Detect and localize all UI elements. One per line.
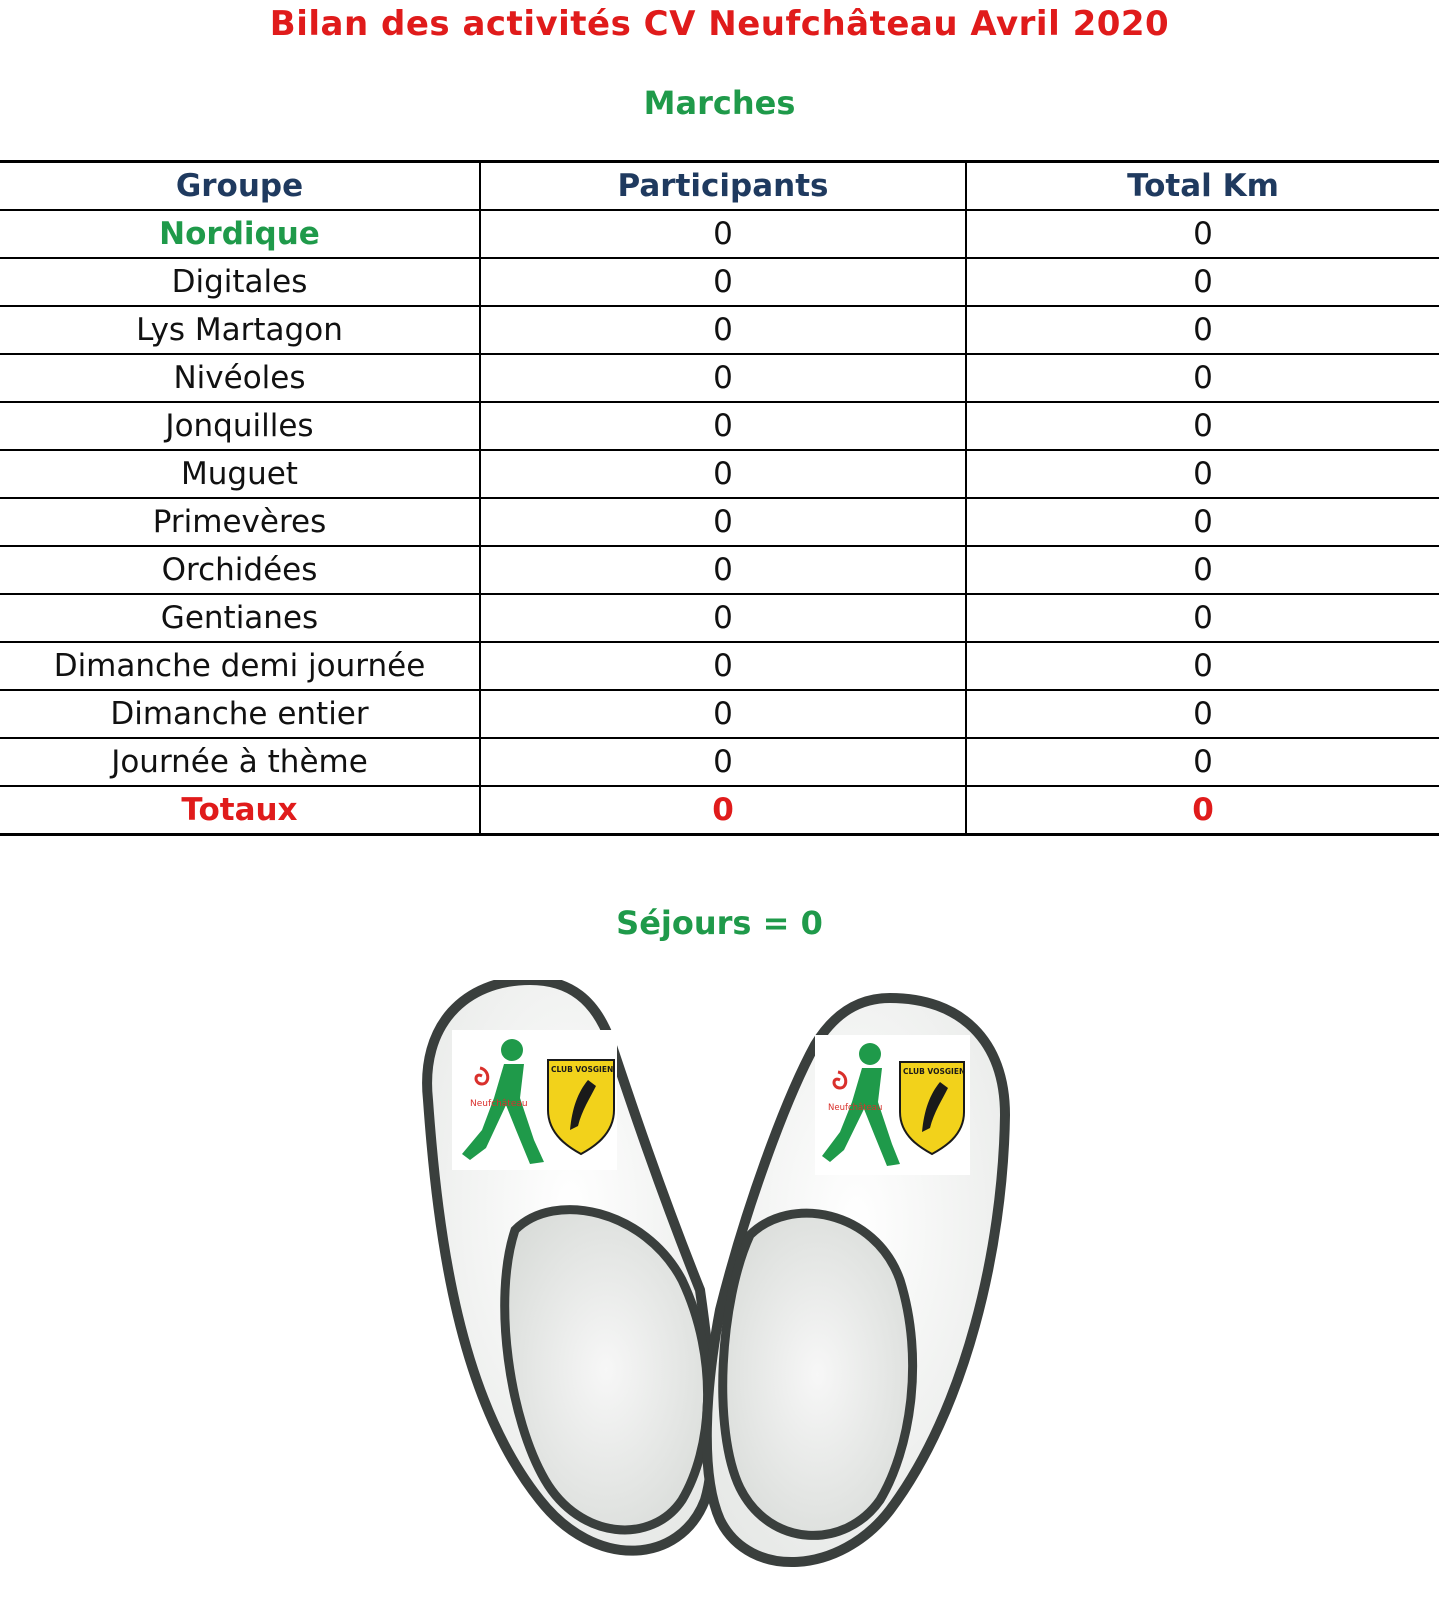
- table-header-row: [0, 162, 1439, 211]
- participants-value: 0: [480, 210, 966, 258]
- participants-value: 0: [480, 306, 966, 354]
- group-name: Dimanche entier: [0, 690, 480, 738]
- section-title-marches: Marches: [643, 84, 796, 122]
- table-row: [0, 210, 1439, 258]
- group-name: Jonquilles: [0, 402, 480, 450]
- km-value: 0: [966, 354, 1439, 402]
- group-name: Orchidées: [0, 546, 480, 594]
- group-name: Primevères: [0, 498, 480, 546]
- km-value: 0: [966, 306, 1439, 354]
- group-name: Journée à thème: [0, 738, 480, 786]
- group-name: Nivéoles: [0, 354, 480, 402]
- table-row: [0, 354, 1439, 402]
- header-participants: Participants: [480, 162, 966, 211]
- totals-km: 0: [966, 786, 1439, 835]
- group-name: Gentianes: [0, 594, 480, 642]
- participants-value: 0: [480, 258, 966, 306]
- table-row: [0, 258, 1439, 306]
- participants-value: 0: [480, 402, 966, 450]
- right-logo-patch: [815, 1035, 970, 1175]
- km-value: 0: [966, 258, 1439, 306]
- group-name: Nordique: [0, 210, 480, 258]
- group-name: Dimanche demi journée: [0, 642, 480, 690]
- table-row: [0, 402, 1439, 450]
- km-value: 0: [966, 546, 1439, 594]
- logo-club-label: CLUB VOSGIEN: [551, 1065, 614, 1074]
- logo-club-label: CLUB VOSGIEN: [903, 1067, 966, 1076]
- table-row: [0, 738, 1439, 786]
- slippers-illustration: [420, 980, 1040, 1580]
- header-groupe: Groupe: [0, 162, 480, 211]
- km-value: 0: [966, 738, 1439, 786]
- table-row: [0, 306, 1439, 354]
- stays-summary: Séjours = 0: [616, 904, 823, 942]
- walks-table: [0, 160, 1439, 836]
- participants-value: 0: [480, 594, 966, 642]
- logo-city-label: Neufchâteau: [470, 1099, 528, 1109]
- participants-value: 0: [480, 546, 966, 594]
- logo-city-label: Neufchâteau: [828, 1103, 883, 1113]
- header-total-km: Total Km: [966, 162, 1439, 211]
- km-value: 0: [966, 594, 1439, 642]
- table-row: [0, 450, 1439, 498]
- participants-value: 0: [480, 450, 966, 498]
- participants-value: 0: [480, 354, 966, 402]
- totals-participants: 0: [480, 786, 966, 835]
- totals-row: [0, 786, 1439, 835]
- group-name: Digitales: [0, 258, 480, 306]
- table-row: [0, 594, 1439, 642]
- km-value: 0: [966, 402, 1439, 450]
- participants-value: 0: [480, 738, 966, 786]
- table-row: [0, 546, 1439, 594]
- participants-value: 0: [480, 690, 966, 738]
- totals-label: Totaux: [0, 786, 480, 835]
- group-name: Muguet: [0, 450, 480, 498]
- participants-value: 0: [480, 642, 966, 690]
- left-logo-patch: [452, 1030, 617, 1170]
- table-row: [0, 498, 1439, 546]
- page-title: Bilan des activités CV Neufchâteau Avril 2020: [269, 4, 1170, 44]
- km-value: 0: [966, 210, 1439, 258]
- table-row: [0, 642, 1439, 690]
- participants-value: 0: [480, 498, 966, 546]
- table-row: [0, 690, 1439, 738]
- km-value: 0: [966, 642, 1439, 690]
- km-value: 0: [966, 690, 1439, 738]
- km-value: 0: [966, 450, 1439, 498]
- km-value: 0: [966, 498, 1439, 546]
- group-name: Lys Martagon: [0, 306, 480, 354]
